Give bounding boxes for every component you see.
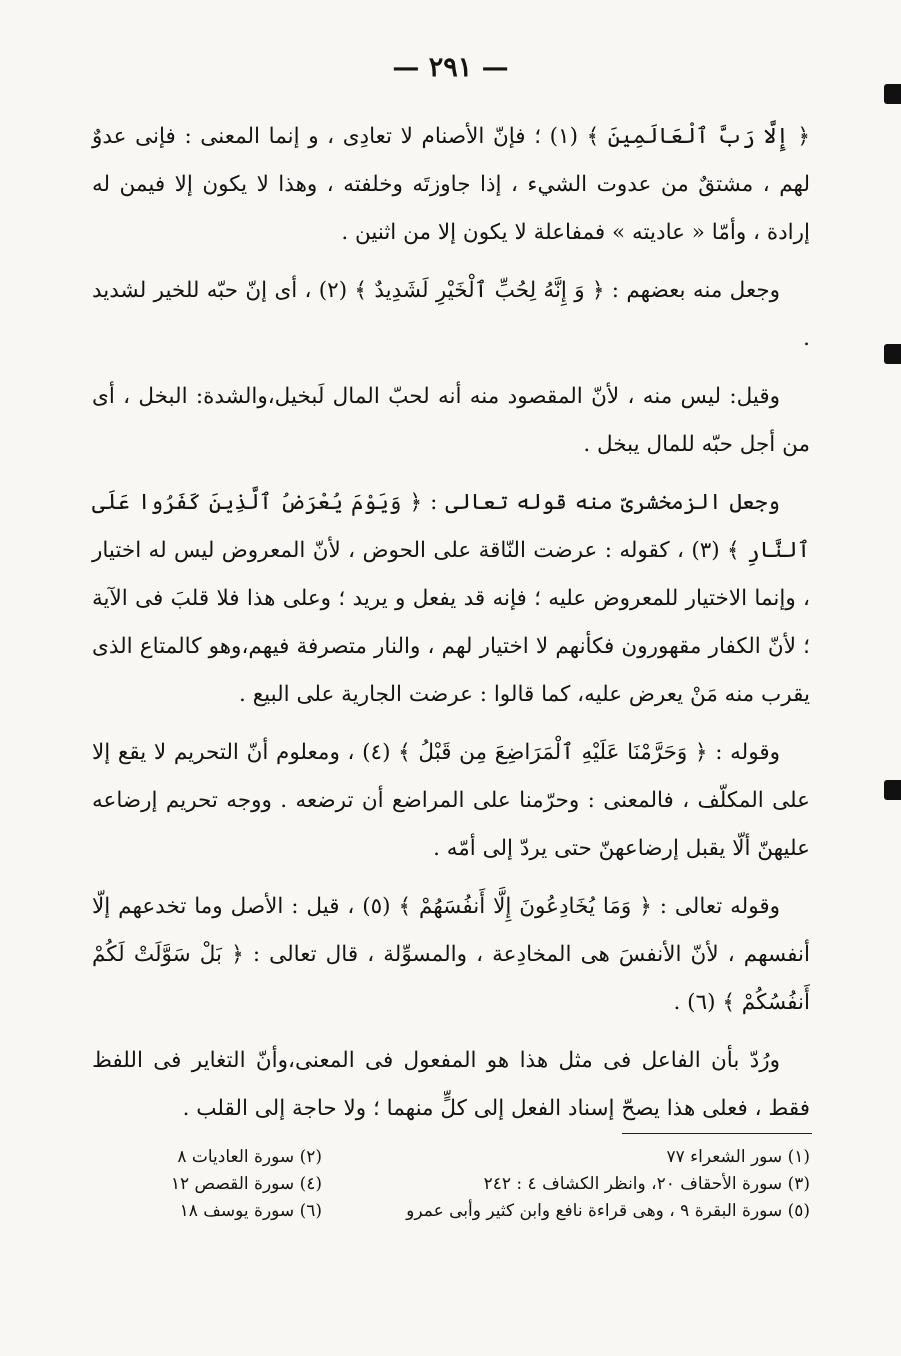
paragraph: وقوله : ﴿ وَحَرَّمْنَا عَلَيْهِ ٱلْمَرَاضِعَ مِن قَبْلُ ﴾ (٤) ، ومعلوم أنّ التحريم لا يقع إلا على المكلّف ، فالمعنى : وحرّمنا على المراضع أن ترضعه . ووجه تحريم إرضاعه عليهنّ ألّا يقبل إرضاعهنّ حتى يردّ إلى أمّه . [92,740,810,861]
paragraph: ﴿ إِلَّا رَبَّ ٱلْعَالَمِينَ ﴾ (١) ؛ فإنّ الأصنام لا تعادِى ، و إنما المعنى : فإنى عدوٌ لهم ، مشتقٌ من عدوت الشيء ، إذا جاوزتَه وخلفته ، وهذا لا يكون إلا فيمن له إرادة ، وأمّا « عاديته » فمفاعلة لا يكون إلا من اثنين . [92,124,810,245]
paragraph: وقوله تعالى : ﴿ وَمَا يُخَادِعُونَ إِلَّا أَنفُسَهُمْ ﴾ (٥) ، قيل : الأصل وما تخدعهم إلّا أنفسهم ، لأنّ الأنفسَ هى المخادِعة ، والمسوِّلة ، قال تعالى : ﴿ بَلْ سَوَّلَتْ لَكُمْ أَنفُسُكُمْ ﴾ (٦) . [92,894,810,1015]
page-edge-mark [884,84,901,104]
paragraph: وجعل منه بعضهم : ﴿ وَ إِنَّهُ لِحُبِّ ٱلْخَيْرِ لَشَدِيدٌ ﴾ (٢) ، أى إنّ حبّه للخير لشديد . [92,278,810,351]
paragraph: وجعل الزمخشرىّ منه قوله تعالى : ﴿ وَيَوْمَ يُعْرَضُ ٱلَّذِينَ كَفَرُوا عَلَى ٱلنَّارِ ﴾ (٣) ، كقوله : عرضت النّاقة على الحوض ، لأنّ المعروض ليس له اختيار ، وإنما الاختيار للمعروض عليه ؛ فإنه قد يفعل و يريد ؛ وعلى هذا فلا قلبَ فى الآية ؛ لأنّ الكفار مقهورون فكأنهم لا اختيار لهم ، والنار متصرفة فيهم،وهو كالمتاع الذى يقرب منه مَنْ يعرض عليه، كما قالوا : عرضت الجارية على البيع . [92,490,810,707]
footnote: (٥) سورة البقرة ٩ ، وهى قراءة نافع وابن كثير وأبى عمرو [406,1201,810,1221]
footnote: (٦) سورة يوسف ١٨ [179,1201,322,1221]
body-text [92,113,810,1143]
paragraph: ورُدّ بأن الفاعل فى مثل هذا هو المفعول فى المعنى،وأنّ التغاير فى اللفظ فقط ، فعلى هذا يصحّ إسناد الفعل إلى كلٍّ منهما ؛ ولا حاجة إلى القلب . [92,1048,810,1121]
footnote: (٣) سورة الأحقاف ٢٠، وانظر الكشاف ٤ : ٢٤٢ [483,1174,810,1194]
page-edge-mark [884,780,901,800]
footnote: (١) سور الشعراء ٧٧ [666,1147,810,1167]
paragraph: وقيل: ليس منه ، لأنّ المقصود منه أنه لحبّ المال لَبخيل،والشدة: البخل ، أى من أجل حبّه للمال يبخل . [92,384,810,457]
footnote: (٢) سورة العاديات ٨ [177,1147,322,1167]
footnote-divider [622,1133,812,1134]
footnote-row [92,1144,810,1171]
page-edge-mark [884,344,901,364]
footnotes [92,1144,810,1225]
footnote-row [92,1198,810,1225]
footnote: (٤) سورة القصص ١٢ [170,1174,322,1194]
footnote-row [92,1171,810,1198]
page-number: — ٢٩١ — [392,52,509,83]
